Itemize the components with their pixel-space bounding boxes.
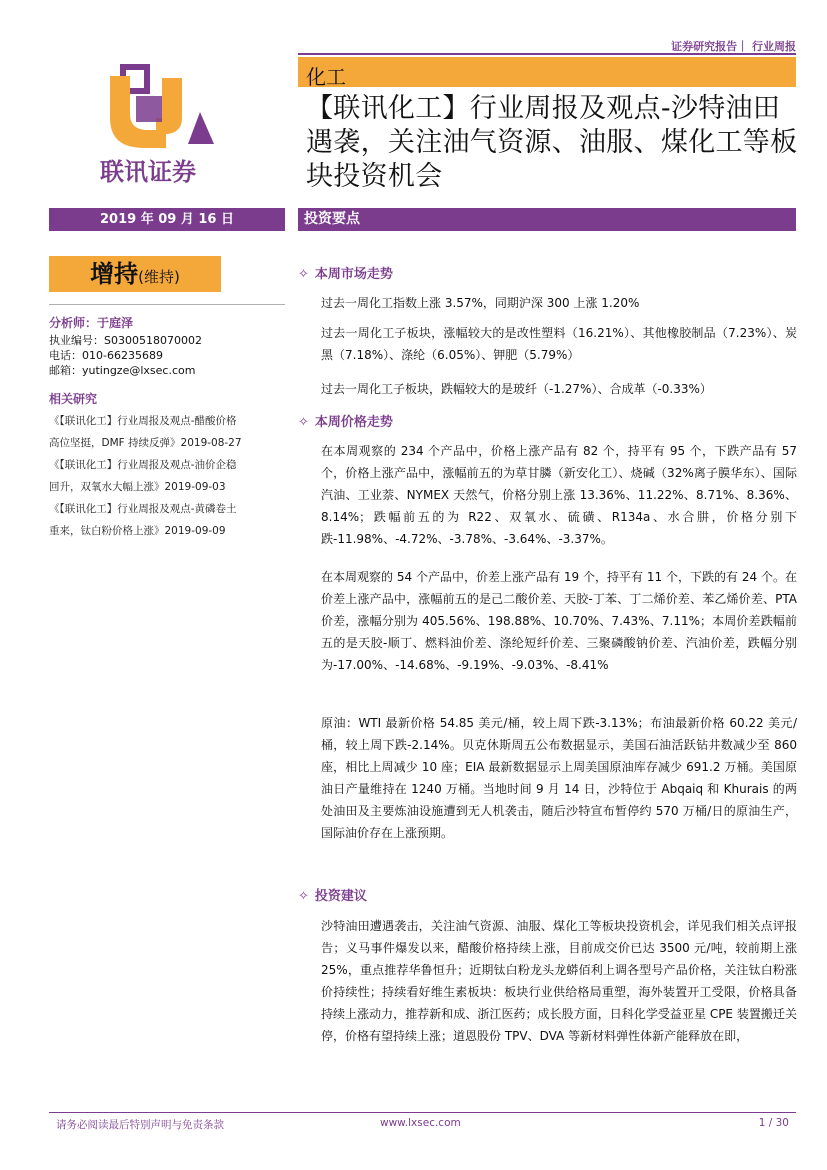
report-type-label: 证券研究报告｜ 行业周报 (671, 40, 796, 53)
section-heading-market-label: 本周市场走势 (314, 267, 393, 282)
report-title: 【联讯化工】行业周报及观点-沙特油田遇袭，关注油气资源、油服、煤化工等板块投资机会 (306, 93, 798, 192)
related-item-line[interactable]: 《【联讯化工】行业周报及观点-黄磷卷土 (49, 503, 237, 515)
rating-sub: (维持) (138, 268, 180, 286)
section-title-investment-highlights: 投资要点 (298, 208, 796, 231)
related-item-line[interactable]: 《【联讯化工】行业周报及观点-醋酸价格 (49, 415, 237, 427)
related-item-line[interactable]: 重来，钛白粉价格上涨》2019-09-09 (49, 525, 226, 537)
advice-paragraph-1: 沙特油田遭遇袭击，关注油气资源、油服、煤化工等板块投资机会，详见我们相关点评报告；义马事件爆发以来，醋酸价格持续上涨，目前成交价已达 3500 元/吨，较前期上涨 25%，重点推荐华鲁恒升；近期钛白粉龙头龙蟒佰利上调各型号产品价格，关注钛白粉涨价持续性；持续看好维生素板块：板块行业供给格局重塑，海外装置开工受限，价格具备持续上涨动力，推荐新和成、浙江医药；成长股方面，日科化学受益亚星 CPE 装置搬迁关停，价格有望持续上涨；道恩股份 TPV、DVA 等新材料弹性体新产能释放在即， (321, 919, 797, 1043)
section-heading-price (298, 411, 393, 430)
section-heading-market (298, 263, 393, 282)
category-bar (298, 57, 796, 87)
report-date: 2019 年 09 月 16 日 (49, 208, 285, 231)
market-paragraph-2: 过去一周化工子板块，涨幅较大的是改性塑料（16.21%）、其他橡胶制品（7.23%）、炭黑（7.18%）、涤纶（6.05%）、钾肥（5.79%） (321, 326, 797, 362)
analyst-email[interactable]: 邮箱：yutingze@lxsec.com (49, 364, 196, 377)
related-item-line[interactable]: 《【联讯化工】行业周报及观点-油价企稳 (49, 459, 237, 471)
price-paragraph-3: 原油：WTI 最新价格 54.85 美元/桶，较上周下跌-3.13%；布油最新价格 60.22 美元/桶，较上周下跌-2.14%。贝克休斯周五公布数据显示，美国石油活跃钻井数减少至 860 座，相比上周减少 10 座；EIA 最新数据显示上周美国原油库存减少 691.2 万桶。美国原油日产量维持在 1240 万桶。当地时间 9 月 14 日，沙特位于 Abqaiq 和 Khurais 的两处油田及主要炼油设施遭到无人机袭击，随后沙特宣布暂停约 570 万桶/日的原油生产，国际油价存在上涨预期。 (321, 716, 797, 840)
logo-text: 联讯证券 (100, 157, 196, 186)
footer-page-number: 1 / 30 (758, 1117, 789, 1129)
diamond-bullet-icon: ✧ (298, 267, 309, 282)
related-item-line[interactable]: 高位坚挺，DMF 持续反弹》2019-08-27 (49, 437, 242, 449)
analyst-phone: 电话：010-66235689 (49, 349, 163, 362)
industry-category: 化工 (306, 65, 346, 89)
footer-disclaimer[interactable]: 请务必阅读最后特别声明与免责条款 (56, 1119, 224, 1131)
price-paragraph-2: 在本周观察的 54 个产品中，价差上涨产品有 19 个，持平有 11 个，下跌的有 24 个。在价差上涨产品中，涨幅前五的是己二酸价差、天胶-丁苯、丁二烯价差、苯乙烯价差、PTA 价差，涨幅分别为 405.56%、198.88%、10.70%、7.43%、7.11%；本周价差跌幅前五的是天胶-顺丁、燃料油价差、涤纶短纤价差、三聚磷酸钠价差、汽油价差，跌幅分别为-17.00%、-14.68%、-9.19%、-9.03%、-8.41% (321, 570, 797, 672)
market-paragraph-3: 过去一周化工子板块，跌幅较大的是玻纤（-1.27%）、合成革（-0.33%） (321, 382, 712, 396)
footer-divider (49, 1112, 796, 1113)
section-heading-price-label: 本周价格走势 (314, 415, 393, 430)
footer-website-link[interactable]: www.lxsec.com (380, 1117, 461, 1129)
header-divider (298, 53, 796, 55)
rating-divider (49, 304, 285, 305)
analyst-license: 执业编号：S0300518070002 (49, 334, 202, 347)
diamond-bullet-icon: ✧ (298, 415, 309, 430)
related-item-line[interactable]: 回升，双氧水大幅上涨》2019-09-03 (49, 481, 226, 493)
price-paragraph-1: 在本周观察的 234 个产品中，价格上涨产品有 82 个，持平有 95 个，下跌产品有 57 个，价格上涨产品中，涨幅前五的为草甘膦（新安化工）、烧碱（32%离子膜华东）、国际汽油、工业萘、NYMEX 天然气，价格分别上涨 13.36%、11.22%、8.71%、8.36%、8.14%；跌幅前五的为 R22、双氧水、硫磺、R134a、水合肼，价格分别下跌-11.98%、-4.72%、-3.78%、-3.64%、-3.37%。 (321, 444, 797, 546)
section-heading-advice-label: 投资建议 (314, 889, 367, 904)
company-logo (96, 56, 236, 186)
rating-badge (49, 256, 221, 292)
market-paragraph-1: 过去一周化工指数上涨 3.57%，同期沪深 300 上涨 1.20% (321, 296, 640, 310)
rating-main: 增持 (90, 260, 139, 288)
analyst-name: 分析师：于庭泽 (49, 316, 134, 330)
section-heading-advice (298, 885, 367, 904)
related-research-list (49, 410, 285, 542)
diamond-bullet-icon: ✧ (298, 889, 309, 904)
related-research-title: 相关研究 (49, 392, 98, 406)
logo-mark-icon (96, 56, 236, 186)
